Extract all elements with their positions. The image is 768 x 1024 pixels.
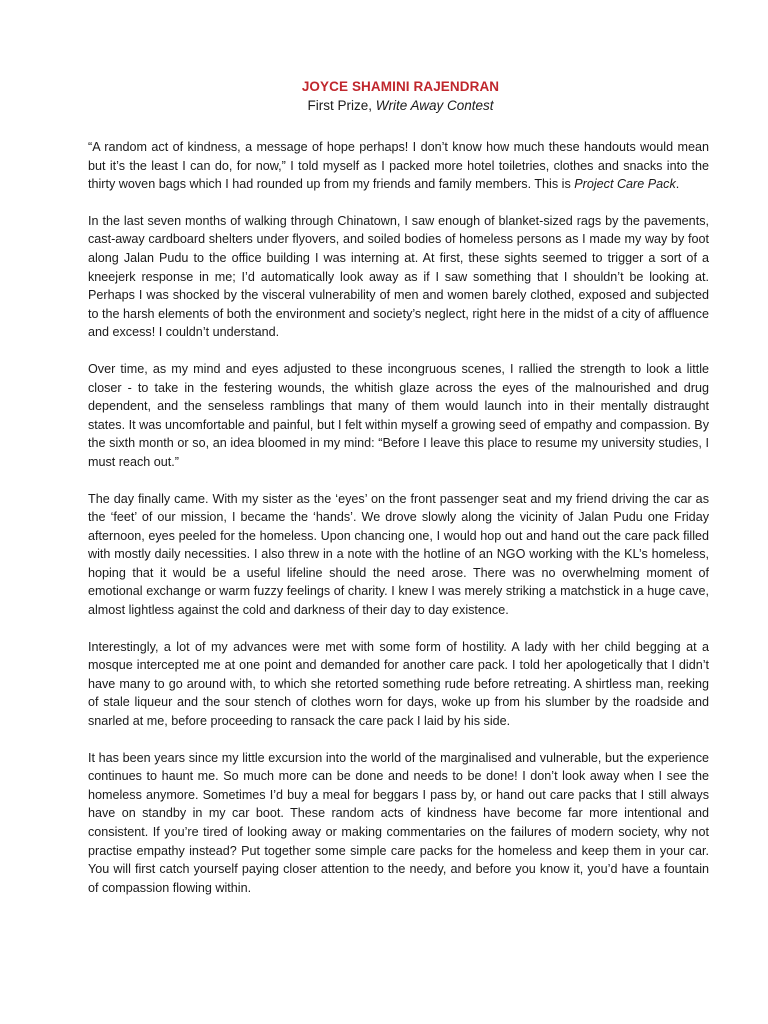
paragraph-2: In the last seven months of walking through Chinatown, I saw enough of blanket-sized rags by the pavements, cast-away cardboard shelters under flyovers, and soiled bodies of homeless persons as I made my way by foot along Jalan Pudu to the office building I was interning at. At first, these sights seemed to trigger a sort of a kneejerk response in me; I’d automatically look away as if I saw something that I shouldn’t be looking at. Perhaps I was shocked by the visceral vulnerability of men and women barely clothed, exposed and subjected to the harsh elements of both the environment and society’s neglect, right here in the midst of a city of affluence and excess! I couldn’t understand. [88, 213, 709, 340]
contest-name: Write Away Contest [375, 98, 494, 113]
paragraph-5: Interestingly, a lot of my advances were met with some form of hostility. A lady with her child begging at a mosque intercepted me at one point and demanded for another care pack. I told her apologetically that I didn’t have many to go around with, to which she retorted something rude before retreating. A shirtless man, reeking of stale liqueur and the sour stench of clothes worn for days, woke up from his slumber by the roadside and snarled at me, before proceeding to ransack the care pack I laid by his side. [88, 639, 709, 729]
document-body [88, 138, 709, 897]
paragraph-1-end: . [675, 177, 680, 192]
project-name: Project Care Pack [574, 177, 676, 192]
prize-label: First Prize, [307, 98, 376, 113]
paragraph-6: It has been years since my little excursion into the world of the marginalised and vulnerable, but the experience continues to haunt me. So much more can be done and needs to be done! I don’t look away when I see the homeless anymore. Sometimes I’d buy a meal for beggars I pass by, or hand out care packs that I still always have on standby in my car boot. These random acts of kindness have become far more intentional and consistent. If you’re tired of looking away or making commentaries on the failures of modern society, why not practise empathy instead? Put together some simple care packs for the homeless and keep them in your car. You will first catch yourself paying closer attention to the needy, and before you know it, you’d have a fountain of compassion flowing within. [88, 750, 709, 895]
paragraph-1-text: “A random act of kindness, a message of hope perhaps! I don’t know how much these handouts would mean but it’s the least I can do, for now,” I told myself as I packed more hotel toiletries, clothes and snacks into the thirty woven bags which I had rounded up from my friends and family members. This is [88, 140, 709, 192]
paragraph-3: Over time, as my mind and eyes adjusted to these incongruous scenes, I rallied the strength to look a little closer - to take in the festering wounds, the whitish glaze across the eyes of the malnourished and drug dependent, and the senseless ramblings that many of them would launch into in their mentally distraught states. It was uncomfortable and painful, but I felt within myself a growing seed of empathy and compassion. By the sixth month or so, an idea bloomed in my mind: “Before I leave this place to resume my university studies, I must reach out.” [88, 361, 709, 469]
author-name: JOYCE SHAMINI RAJENDRAN [301, 79, 500, 94]
paragraph-4: The day finally came. With my sister as the ‘eyes’ on the front passenger seat and my friend driving the car as the ‘feet’ of our mission, I became the ‘hands’. We drove slowly along the vicinity of Jalan Pudu one Friday afternoon, eyes peeled for the homeless. Upon chancing one, I would hop out and hand out the care pack filled with mostly daily necessities. I also threw in a note with the hotline of an NGO working with the KL’s homeless, hoping that it would be a useful lifeline should the need arose. There was no overwhelming moment of emotional exchange or warm fuzzy feelings of charity. I knew I was merely striking a matchstick in a huge cave, almost lightless against the cold and darkness of their day to day existence. [88, 491, 709, 618]
prize-line [92, 96, 709, 116]
paragraph-1 [88, 138, 709, 194]
document-header [88, 78, 709, 116]
